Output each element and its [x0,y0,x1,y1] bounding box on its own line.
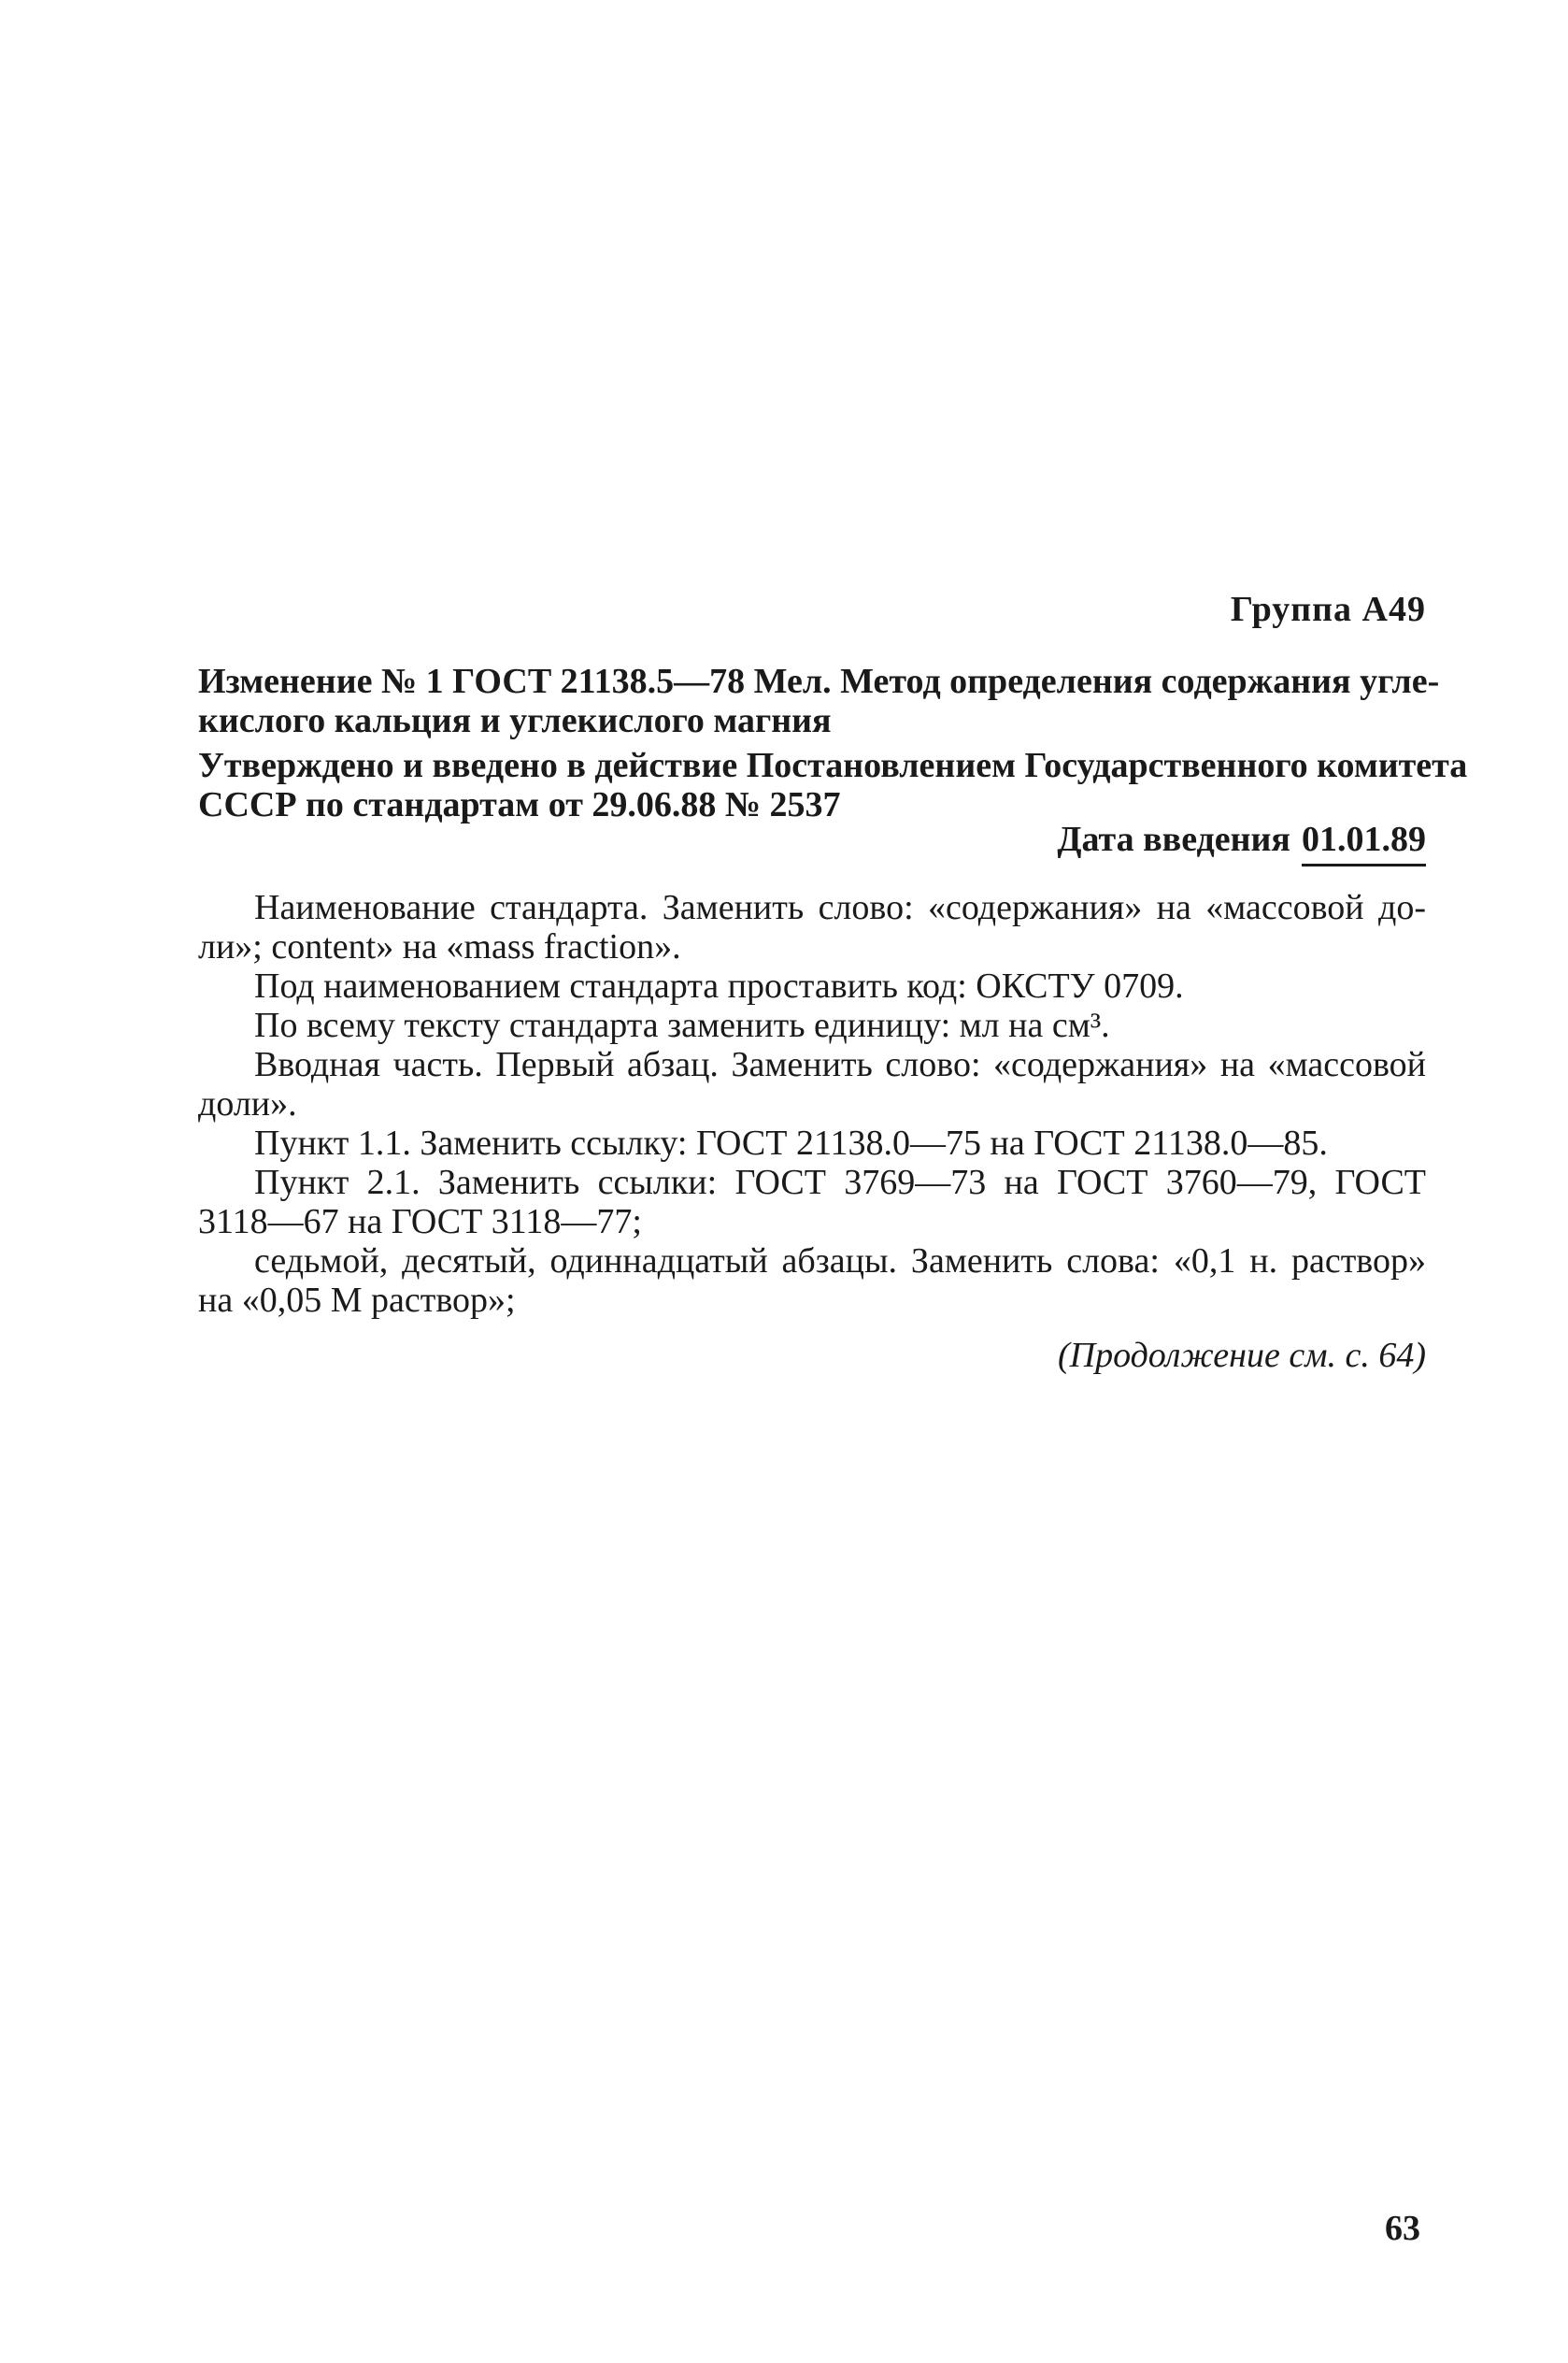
effective-date [1057,819,1426,866]
approval-line-2: СССР по стандартам от 29.06.88 № 2537 [198,785,841,824]
body-line-1 [198,890,1426,925]
body-line-5: Вводная часть. Первый абзац. Заменить слово: «содержания» на «массовой [254,1045,1426,1084]
body-line-2: ли»; content» на «mass fraction». [198,927,681,967]
body-line-11: на «0,05 М раствор»; [198,1281,516,1320]
group-code: Группа А49 [1230,590,1426,629]
body-line-4: По всему тексту стандарта заменить единицу: мл на см³. [254,1006,1110,1045]
continuation-note: (Продолжение см. с. 64) [1057,1336,1426,1375]
title-line-2: кислого кальция и углекислого магния [198,701,832,740]
approval-line-1: Утверждено и введено в действие Постановлением Государственного комитета [198,746,1468,785]
effective-date-label: Дата введения [1057,820,1290,859]
title-line-1: Изменение № 1 ГОСТ 21138.5—78 Мел. Метод определения содержания угле- [198,662,1440,701]
body-line-7: Пункт 1.1. Заменить ссылку: ГОСТ 21138.0—75 на ГОСТ 21138.0—85. [254,1124,1328,1163]
effective-date-value: 01.01.89 [1302,819,1426,866]
body-line-3: Под наименованием стандарта проставить код: ОКСТУ 0709. [254,967,1184,1006]
body-text-1: Наименование стандарта. Заменить слово: «содержания» на «массовой до- [254,888,1426,927]
body-line-10: седьмой, десятый, одиннадцатый абзацы. Заменить слова: «0,1 н. раствор» [254,1241,1426,1281]
body-line-6: доли». [198,1084,297,1124]
page-number: 63 [1385,2209,1420,2248]
body-line-9: 3118—67 на ГОСТ 3118—77; [198,1202,642,1241]
body-line-8: Пункт 2.1. Заменить ссылки: ГОСТ 3769—73 на ГОСТ 3760—79, ГОСТ [254,1163,1426,1202]
